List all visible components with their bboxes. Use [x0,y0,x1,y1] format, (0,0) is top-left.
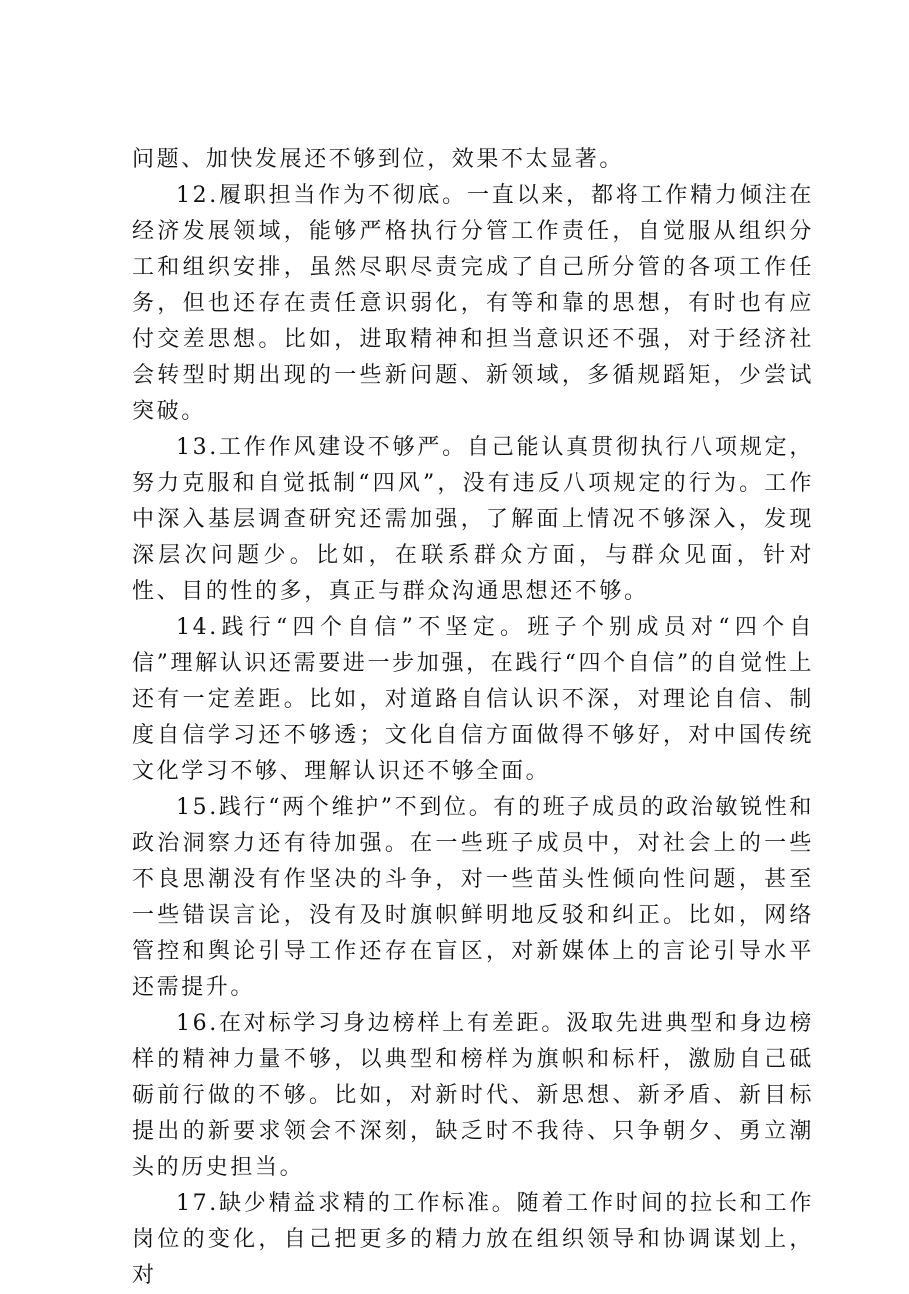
paragraph-item-17: 17.缺少精益求精的工作标准。随着工作时间的拉长和工作岗位的变化，自己把更多的精力放在组织领导和协调谋划上，对 [132,1191,814,1288]
paragraph-item-13: 13.工作作风建设不够严。自己能认真贯彻执行八项规定，努力克服和自觉抵制“四风”，没有违反八项规定的行为。工作中深入基层调查研究还需加强，了解面上情况不够深入，发现深层次问题少。比如，在联系群众方面，与群众见面，针对性、目的性的多，真正与群众沟通思想还不够。 [132,435,814,604]
paragraph-item-15: 15.践行“两个维护”不到位。有的班子成员的政治敏锐性和政治洞察力还有待加强。在一些班子成员中，对社会上的一些不良思潮没有作坚决的斗争，对一些苗头性倾向性问题，甚至一些错误言论，没有及时旗帜鲜明地反驳和纠正。比如，网络管控和舆论引导工作还存在盲区，对新媒体上的言论引导水平还需提升。 [132,795,814,1000]
paragraph-continuation: 问题、加快发展还不够到位，效果不太显著。 [132,147,625,172]
paragraph-item-14: 14.践行“四个自信”不坚定。班子个别成员对“四个自信”理解认识还需要进一步加强，在践行“四个自信”的自觉性上还有一定差距。比如，对道路自信认识不深，对理论自信、制度自信学习还不够透；文化自信方面做得不够好，对中国传统文化学习不够、理解认识还不够全面。 [132,615,814,784]
document-body [132,142,814,1294]
paragraph-item-16: 16.在对标学习身边榜样上有差距。汲取先进典型和身边榜样的精神力量不够，以典型和榜样为旗帜和标杆，激励自己砥砺前行做的不够。比如，对新时代、新思想、新矛盾、新目标提出的新要求领会不深刻，缺乏时不我待、只争朝夕、勇立潮头的历史担当。 [132,1011,814,1180]
paragraph-item-12: 12.履职担当作为不彻底。一直以来，都将工作精力倾注在经济发展领域，能够严格执行分管工作责任，自觉服从组织分工和组织安排，虽然尽职尽责完成了自己所分管的各项工作任务，但也还存在责任意识弱化，有等和靠的思想，有时也有应付交差思想。比如，进取精神和担当意识还不强，对于经济社会转型时期出现的一些新问题、新领域，多循规蹈矩，少尝试突破。 [132,183,814,424]
